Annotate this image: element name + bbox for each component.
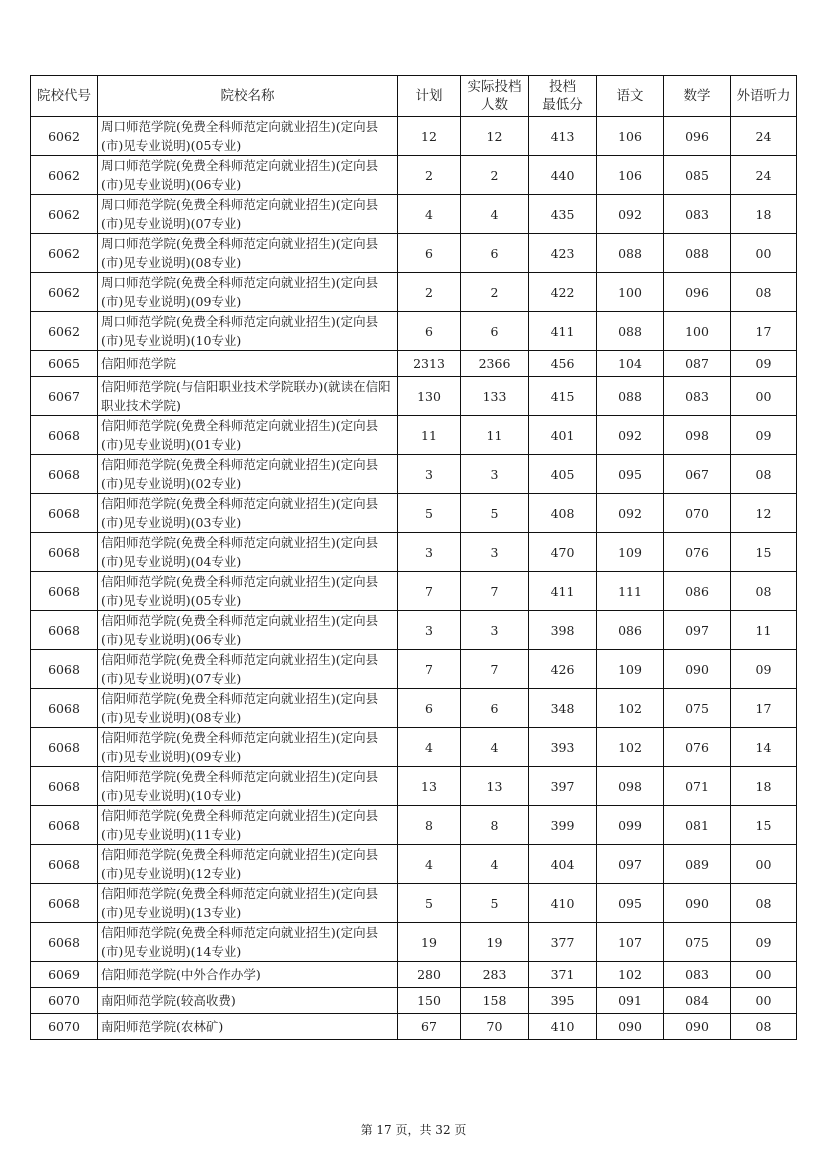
cell-chinese: 106 — [597, 117, 664, 156]
cell-name: 信阳师范学院(免费全科师范定向就业招生)(定向县(市)见专业说明)(13专业) — [98, 884, 398, 923]
cell-plan: 7 — [398, 650, 461, 689]
cell-chinese: 098 — [597, 767, 664, 806]
cell-min-score: 398 — [529, 611, 597, 650]
cell-code: 6068 — [31, 650, 98, 689]
cell-code: 6069 — [31, 962, 98, 988]
cell-math: 084 — [664, 988, 731, 1014]
cell-code: 6068 — [31, 806, 98, 845]
cell-chinese: 104 — [597, 351, 664, 377]
cell-math: 070 — [664, 494, 731, 533]
cell-listening: 15 — [731, 533, 797, 572]
cell-plan: 13 — [398, 767, 461, 806]
cell-plan: 3 — [398, 533, 461, 572]
cell-listening: 09 — [731, 650, 797, 689]
cell-min-score: 410 — [529, 884, 597, 923]
cell-name: 周口师范学院(免费全科师范定向就业招生)(定向县(市)见专业说明)(05专业) — [98, 117, 398, 156]
cell-math: 085 — [664, 156, 731, 195]
cell-chinese: 092 — [597, 494, 664, 533]
cell-actual-count: 11 — [461, 416, 529, 455]
cell-code: 6068 — [31, 611, 98, 650]
cell-chinese: 111 — [597, 572, 664, 611]
table-row — [31, 1014, 797, 1040]
cell-code: 6068 — [31, 494, 98, 533]
cell-min-score: 422 — [529, 273, 597, 312]
cell-listening: 09 — [731, 416, 797, 455]
cell-chinese: 102 — [597, 962, 664, 988]
page-footer: 第 17 页，共 32 页 — [360, 1123, 467, 1137]
cell-min-score: 404 — [529, 845, 597, 884]
cell-min-score: 426 — [529, 650, 597, 689]
cell-name: 信阳师范学院(免费全科师范定向就业招生)(定向县(市)见专业说明)(02专业) — [98, 455, 398, 494]
cell-chinese: 099 — [597, 806, 664, 845]
cell-listening: 15 — [731, 806, 797, 845]
cell-plan: 7 — [398, 572, 461, 611]
cell-plan: 67 — [398, 1014, 461, 1040]
cell-actual-count: 3 — [461, 611, 529, 650]
table-row — [31, 728, 797, 767]
cell-name: 周口师范学院(免费全科师范定向就业招生)(定向县(市)见专业说明)(06专业) — [98, 156, 398, 195]
cell-math: 071 — [664, 767, 731, 806]
cell-plan: 4 — [398, 728, 461, 767]
cell-plan: 2 — [398, 156, 461, 195]
cell-name: 周口师范学院(免费全科师范定向就业招生)(定向县(市)见专业说明)(10专业) — [98, 312, 398, 351]
cell-code: 6068 — [31, 845, 98, 884]
cell-min-score: 415 — [529, 377, 597, 416]
cell-code: 6068 — [31, 416, 98, 455]
cell-listening: 17 — [731, 312, 797, 351]
table-row — [31, 767, 797, 806]
cell-name: 周口师范学院(免费全科师范定向就业招生)(定向县(市)见专业说明)(08专业) — [98, 234, 398, 273]
cell-plan: 150 — [398, 988, 461, 1014]
cell-chinese: 095 — [597, 884, 664, 923]
cell-code: 6068 — [31, 767, 98, 806]
header-actual-count: 实际投档 人数 — [461, 76, 529, 117]
header-name: 院校名称 — [98, 76, 398, 117]
cell-code: 6068 — [31, 455, 98, 494]
cell-code: 6062 — [31, 312, 98, 351]
cell-min-score: 411 — [529, 572, 597, 611]
cell-chinese: 107 — [597, 923, 664, 962]
cell-plan: 4 — [398, 845, 461, 884]
cell-code: 6068 — [31, 884, 98, 923]
cell-plan: 11 — [398, 416, 461, 455]
cell-math: 100 — [664, 312, 731, 351]
cell-listening: 00 — [731, 845, 797, 884]
table-row — [31, 988, 797, 1014]
cell-chinese: 102 — [597, 689, 664, 728]
cell-actual-count: 2 — [461, 156, 529, 195]
cell-actual-count: 19 — [461, 923, 529, 962]
cell-listening: 12 — [731, 494, 797, 533]
cell-name: 信阳师范学院(中外合作办学) — [98, 962, 398, 988]
cell-plan: 2313 — [398, 351, 461, 377]
cell-math: 087 — [664, 351, 731, 377]
cell-actual-count: 4 — [461, 195, 529, 234]
cell-code: 6068 — [31, 689, 98, 728]
cell-code: 6068 — [31, 728, 98, 767]
cell-min-score: 435 — [529, 195, 597, 234]
cell-listening: 24 — [731, 156, 797, 195]
cell-actual-count: 8 — [461, 806, 529, 845]
cell-plan: 6 — [398, 312, 461, 351]
header-code: 院校代号 — [31, 76, 98, 117]
table-row — [31, 884, 797, 923]
cell-actual-count: 5 — [461, 494, 529, 533]
table-row — [31, 312, 797, 351]
cell-plan: 280 — [398, 962, 461, 988]
cell-listening: 00 — [731, 988, 797, 1014]
cell-actual-count: 7 — [461, 650, 529, 689]
cell-min-score: 399 — [529, 806, 597, 845]
cell-plan: 6 — [398, 234, 461, 273]
cell-listening: 14 — [731, 728, 797, 767]
cell-min-score: 411 — [529, 312, 597, 351]
cell-name: 信阳师范学院(免费全科师范定向就业招生)(定向县(市)见专业说明)(03专业) — [98, 494, 398, 533]
cell-listening: 08 — [731, 572, 797, 611]
header-chinese: 语文 — [597, 76, 664, 117]
header-plan: 计划 — [398, 76, 461, 117]
cell-min-score: 401 — [529, 416, 597, 455]
table-row — [31, 962, 797, 988]
cell-plan: 3 — [398, 611, 461, 650]
cell-chinese: 091 — [597, 988, 664, 1014]
table-row — [31, 273, 797, 312]
cell-math: 098 — [664, 416, 731, 455]
cell-listening: 18 — [731, 195, 797, 234]
table-header-row — [31, 76, 797, 117]
table-row — [31, 650, 797, 689]
cell-min-score: 410 — [529, 1014, 597, 1040]
cell-math: 089 — [664, 845, 731, 884]
cell-listening: 18 — [731, 767, 797, 806]
cell-min-score: 397 — [529, 767, 597, 806]
cell-name: 信阳师范学院(免费全科师范定向就业招生)(定向县(市)见专业说明)(10专业) — [98, 767, 398, 806]
cell-listening: 08 — [731, 884, 797, 923]
cell-plan: 19 — [398, 923, 461, 962]
cell-listening: 17 — [731, 689, 797, 728]
cell-chinese: 086 — [597, 611, 664, 650]
cell-code: 6065 — [31, 351, 98, 377]
table-row — [31, 117, 797, 156]
cell-math: 083 — [664, 377, 731, 416]
cell-min-score: 377 — [529, 923, 597, 962]
cell-math: 096 — [664, 273, 731, 312]
cell-min-score: 440 — [529, 156, 597, 195]
cell-actual-count: 2366 — [461, 351, 529, 377]
cell-code: 6068 — [31, 533, 98, 572]
header-listening: 外语听力 — [731, 76, 797, 117]
cell-math: 083 — [664, 962, 731, 988]
table-row — [31, 351, 797, 377]
table-row — [31, 806, 797, 845]
table-row — [31, 611, 797, 650]
cell-name: 信阳师范学院(免费全科师范定向就业招生)(定向县(市)见专业说明)(09专业) — [98, 728, 398, 767]
cell-chinese: 109 — [597, 650, 664, 689]
header-min-score: 投档 最低分 — [529, 76, 597, 117]
cell-name: 南阳师范学院(较高收费) — [98, 988, 398, 1014]
header-math: 数学 — [664, 76, 731, 117]
cell-name: 信阳师范学院(免费全科师范定向就业招生)(定向县(市)见专业说明)(05专业) — [98, 572, 398, 611]
cell-plan: 12 — [398, 117, 461, 156]
cell-actual-count: 6 — [461, 689, 529, 728]
cell-min-score: 456 — [529, 351, 597, 377]
table-row — [31, 572, 797, 611]
cell-name: 周口师范学院(免费全科师范定向就业招生)(定向县(市)见专业说明)(07专业) — [98, 195, 398, 234]
cell-listening: 08 — [731, 273, 797, 312]
cell-name: 信阳师范学院(免费全科师范定向就业招生)(定向县(市)见专业说明)(06专业) — [98, 611, 398, 650]
cell-code: 6070 — [31, 988, 98, 1014]
cell-plan: 130 — [398, 377, 461, 416]
cell-listening: 11 — [731, 611, 797, 650]
cell-actual-count: 4 — [461, 728, 529, 767]
cell-math: 076 — [664, 728, 731, 767]
cell-actual-count: 12 — [461, 117, 529, 156]
cell-name: 信阳师范学院(免费全科师范定向就业招生)(定向县(市)见专业说明)(01专业) — [98, 416, 398, 455]
cell-listening: 09 — [731, 923, 797, 962]
cell-chinese: 088 — [597, 312, 664, 351]
cell-min-score: 408 — [529, 494, 597, 533]
cell-code: 6062 — [31, 156, 98, 195]
cell-min-score: 371 — [529, 962, 597, 988]
cell-plan: 8 — [398, 806, 461, 845]
cell-min-score: 405 — [529, 455, 597, 494]
cell-math: 067 — [664, 455, 731, 494]
cell-plan: 4 — [398, 195, 461, 234]
cell-name: 信阳师范学院(免费全科师范定向就业招生)(定向县(市)见专业说明)(08专业) — [98, 689, 398, 728]
cell-math: 090 — [664, 1014, 731, 1040]
cell-listening: 24 — [731, 117, 797, 156]
cell-chinese: 090 — [597, 1014, 664, 1040]
cell-actual-count: 6 — [461, 234, 529, 273]
cell-actual-count: 7 — [461, 572, 529, 611]
cell-actual-count: 158 — [461, 988, 529, 1014]
cell-plan: 5 — [398, 884, 461, 923]
cell-name: 周口师范学院(免费全科师范定向就业招生)(定向县(市)见专业说明)(09专业) — [98, 273, 398, 312]
cell-chinese: 092 — [597, 195, 664, 234]
table-row — [31, 494, 797, 533]
cell-chinese: 109 — [597, 533, 664, 572]
cell-math: 090 — [664, 650, 731, 689]
cell-actual-count: 2 — [461, 273, 529, 312]
cell-name: 信阳师范学院(免费全科师范定向就业招生)(定向县(市)见专业说明)(04专业) — [98, 533, 398, 572]
cell-math: 075 — [664, 689, 731, 728]
cell-listening: 00 — [731, 234, 797, 273]
cell-code: 6068 — [31, 572, 98, 611]
table-row — [31, 845, 797, 884]
cell-math: 096 — [664, 117, 731, 156]
cell-name: 信阳师范学院(与信阳职业技术学院联办)(就读在信阳职业技术学院) — [98, 377, 398, 416]
table-row — [31, 455, 797, 494]
cell-listening: 09 — [731, 351, 797, 377]
cell-actual-count: 133 — [461, 377, 529, 416]
cell-actual-count: 4 — [461, 845, 529, 884]
table-row — [31, 156, 797, 195]
cell-chinese: 097 — [597, 845, 664, 884]
cell-plan: 2 — [398, 273, 461, 312]
cell-actual-count: 6 — [461, 312, 529, 351]
cell-chinese: 095 — [597, 455, 664, 494]
cell-code: 6068 — [31, 923, 98, 962]
table-row — [31, 234, 797, 273]
table-row — [31, 533, 797, 572]
cell-math: 083 — [664, 195, 731, 234]
cell-code: 6070 — [31, 1014, 98, 1040]
cell-plan: 5 — [398, 494, 461, 533]
cell-actual-count: 283 — [461, 962, 529, 988]
cell-chinese: 102 — [597, 728, 664, 767]
cell-name: 信阳师范学院(免费全科师范定向就业招生)(定向县(市)见专业说明)(14专业) — [98, 923, 398, 962]
cell-name: 信阳师范学院(免费全科师范定向就业招生)(定向县(市)见专业说明)(11专业) — [98, 806, 398, 845]
cell-listening: 08 — [731, 1014, 797, 1040]
cell-code: 6062 — [31, 273, 98, 312]
cell-listening: 08 — [731, 455, 797, 494]
cell-listening: 00 — [731, 962, 797, 988]
cell-chinese: 088 — [597, 377, 664, 416]
cell-math: 090 — [664, 884, 731, 923]
cell-code: 6062 — [31, 234, 98, 273]
cell-min-score: 413 — [529, 117, 597, 156]
cell-min-score: 348 — [529, 689, 597, 728]
cell-math: 076 — [664, 533, 731, 572]
cell-actual-count: 5 — [461, 884, 529, 923]
cell-min-score: 393 — [529, 728, 597, 767]
cell-plan: 3 — [398, 455, 461, 494]
cell-plan: 6 — [398, 689, 461, 728]
cell-chinese: 106 — [597, 156, 664, 195]
cell-actual-count: 70 — [461, 1014, 529, 1040]
table-row — [31, 689, 797, 728]
cell-actual-count: 3 — [461, 533, 529, 572]
cell-name: 南阳师范学院(农林矿) — [98, 1014, 398, 1040]
cell-name: 信阳师范学院(免费全科师范定向就业招生)(定向县(市)见专业说明)(12专业) — [98, 845, 398, 884]
table-row — [31, 377, 797, 416]
cell-math: 097 — [664, 611, 731, 650]
cell-name: 信阳师范学院 — [98, 351, 398, 377]
cell-code: 6062 — [31, 117, 98, 156]
table-row — [31, 923, 797, 962]
table-row — [31, 416, 797, 455]
cell-chinese: 100 — [597, 273, 664, 312]
cell-math: 086 — [664, 572, 731, 611]
cell-name: 信阳师范学院(免费全科师范定向就业招生)(定向县(市)见专业说明)(07专业) — [98, 650, 398, 689]
cell-chinese: 092 — [597, 416, 664, 455]
table-row — [31, 195, 797, 234]
admission-table — [30, 75, 797, 1040]
cell-min-score: 423 — [529, 234, 597, 273]
cell-code: 6067 — [31, 377, 98, 416]
cell-math: 088 — [664, 234, 731, 273]
cell-chinese: 088 — [597, 234, 664, 273]
cell-actual-count: 3 — [461, 455, 529, 494]
cell-actual-count: 13 — [461, 767, 529, 806]
cell-listening: 00 — [731, 377, 797, 416]
cell-min-score: 470 — [529, 533, 597, 572]
cell-code: 6062 — [31, 195, 98, 234]
cell-math: 075 — [664, 923, 731, 962]
cell-min-score: 395 — [529, 988, 597, 1014]
cell-math: 081 — [664, 806, 731, 845]
